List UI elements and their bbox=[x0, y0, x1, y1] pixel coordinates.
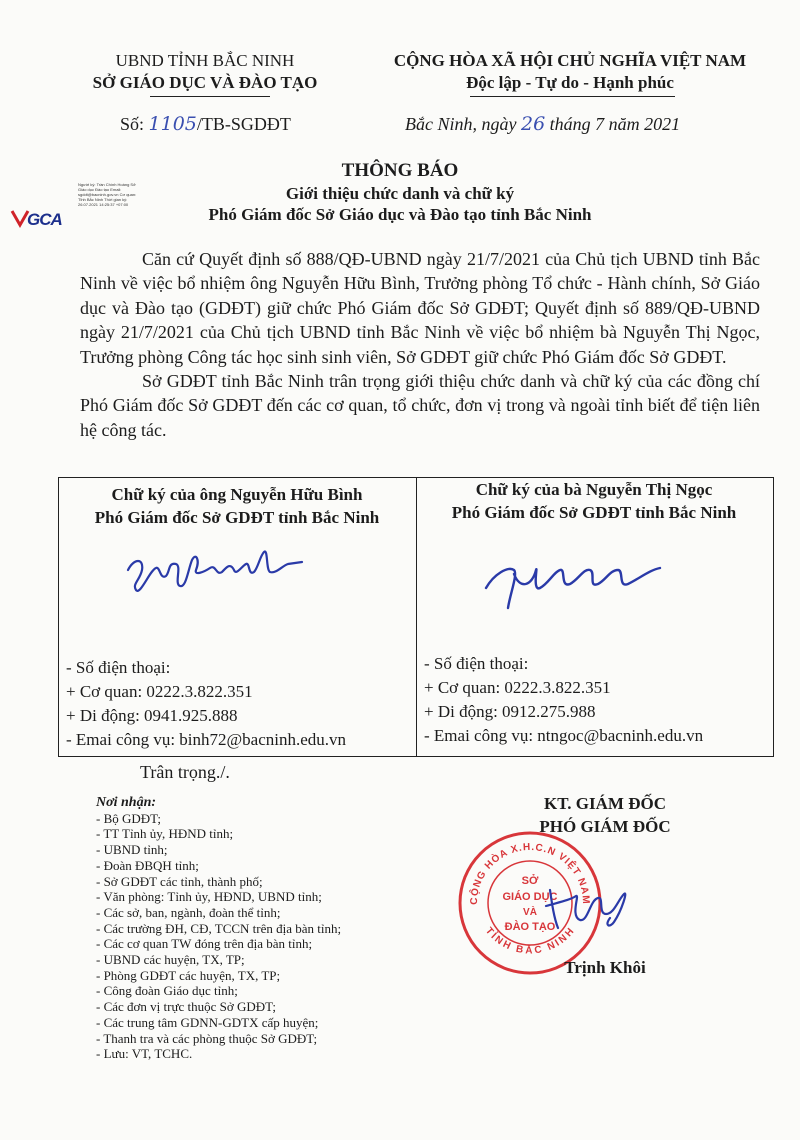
recipient-item: - UBND các huyện, TX, TP; bbox=[96, 952, 245, 968]
signature-cell-left bbox=[58, 483, 416, 529]
recipient-item: - Phòng GDĐT các huyện, TX, TP; bbox=[96, 967, 281, 983]
sig-left-phone-label: - Số điện thoại: bbox=[66, 658, 171, 677]
document-date bbox=[405, 113, 680, 135]
doc-number-suffix: /TB-SGDĐT bbox=[196, 114, 291, 134]
title-line2: Giới thiệu chức danh và chữ ký bbox=[285, 184, 515, 203]
recipients-label: Nơi nhận: bbox=[96, 795, 157, 810]
sig-left-head1: Chữ ký của ông Nguyễn Hữu Bình bbox=[111, 485, 363, 504]
seal-ring-top: CỘNG HÒA X.H.C.N VIỆT NAM bbox=[468, 841, 592, 905]
org-line1: UBND TỈNH BẮC NINH bbox=[115, 51, 295, 70]
sig-right-phone-label: - Số điện thoại: bbox=[424, 654, 529, 673]
recipient-item: - Các cơ quan TW đóng trên địa bàn tỉnh; bbox=[96, 936, 313, 952]
digital-signature-info: Người ký: Trần Chính Hoàng Sở Giáo dục Đào tạo Email: sgddt@bacninh.gov.vn Cơ quan: Tỉnh Bắc Ninh Thời gian ký: 26.07.2021 14:25:37 +07:00 bbox=[78, 182, 137, 207]
recipient-item: - Bộ GDĐT; bbox=[96, 810, 161, 826]
sig-right-head1: Chữ ký của bà Nguyễn Thị Ngọc bbox=[475, 480, 713, 499]
recipient-item: - Các sở, ban, ngành, đoàn thể tỉnh; bbox=[96, 904, 281, 920]
vgca-logo-mark bbox=[10, 205, 72, 231]
sig-right-office: + Cơ quan: 0222.3.822.351 bbox=[424, 678, 611, 697]
recipient-item: - Sở GDĐT các tỉnh, thành phố; bbox=[96, 873, 263, 889]
vgca-logo bbox=[10, 205, 72, 237]
closing-text: Trân trọng./. bbox=[140, 762, 230, 782]
title-line3: Phó Giám đốc Sở Giáo dục và Đào tạo tỉnh Bắc Ninh bbox=[208, 205, 592, 224]
recipient-item: - Thanh tra và các phòng thuộc Sở GDĐT; bbox=[96, 1030, 318, 1046]
recipient-item: - Đoàn ĐBQH tỉnh; bbox=[96, 857, 199, 873]
sig-left-mobile: + Di động: 0941.925.888 bbox=[66, 706, 238, 725]
sig-right-mobile: + Di động: 0912.275.988 bbox=[424, 702, 596, 721]
signer-title-line2: PHÓ GIÁM ĐỐC bbox=[539, 817, 671, 836]
signature-trinh-khoi bbox=[540, 870, 640, 940]
signature-binh bbox=[120, 540, 310, 600]
org-line2: SỞ GIÁO DỤC VÀ ĐÀO TẠO bbox=[92, 73, 318, 92]
seal-center-3: VÀ bbox=[523, 907, 537, 918]
sig-left-email: - Emai công vụ: binh72@bacninh.edu.vn bbox=[66, 730, 347, 749]
national-title bbox=[360, 50, 780, 94]
recipient-item: - Lưu: VT, TCHC. bbox=[96, 1046, 193, 1062]
signature-cell-right bbox=[416, 478, 772, 524]
nation-line1: CỘNG HÒA XÃ HỘI CHỦ NGHĨA VIỆT NAM bbox=[393, 51, 747, 70]
svg-text:GCA: GCA bbox=[27, 210, 62, 229]
recipient-item: - Văn phòng: Tỉnh ủy, HĐND, UBND tỉnh; bbox=[96, 889, 322, 905]
recipient-item: - Các đơn vị trực thuộc Sở GDĐT; bbox=[96, 999, 277, 1015]
doc-number-handwritten: 1105 bbox=[148, 113, 197, 135]
document-number bbox=[120, 113, 291, 135]
nation-line2: Độc lập - Tự do - Hạnh phúc bbox=[466, 73, 674, 92]
sig-right-head2: Phó Giám đốc Sở GDĐT tỉnh Bắc Ninh bbox=[451, 503, 737, 522]
recipient-item: - TT Tỉnh ủy, HĐND tỉnh; bbox=[96, 826, 234, 842]
sig-right-email: - Emai công vụ: ntngoc@bacninh.edu.vn bbox=[424, 726, 704, 745]
seal-center-1: SỞ bbox=[521, 875, 539, 887]
sig-left-contact bbox=[66, 656, 346, 752]
notice-body bbox=[80, 247, 760, 442]
date-day-handwritten: 26 bbox=[520, 113, 546, 135]
body-paragraph-1: Căn cứ Quyết định số 888/QĐ-UBND ngày 21/7/2021 của Chủ tịch UBND tỉnh Bắc Ninh về việc bổ nhiệm ông Nguyễn Hữu Bình, Trưởng phòng Tổ chức - Hành chính, Sở Giáo dục và Đào tạo (GDĐT) giữ chức Phó Giám đốc Sở GDĐT; Quyết định số 889/QĐ-UBND ngày 21/7/2021 của Chủ tịch UBND tỉnh Bắc Ninh về việc bổ nhiệm bà Nguyễn Thị Ngọc, Trưởng phòng Công tác học sinh sinh viên, Sở GDĐT giữ chức Phó Giám đốc Sở GDĐT. bbox=[80, 249, 760, 367]
title-block bbox=[150, 160, 650, 225]
recipient-item: - UBND tỉnh; bbox=[96, 842, 168, 858]
seal-ring-bottom: TỈNH BẮC NINH bbox=[482, 925, 577, 957]
signer-name: Trịnh Khôi bbox=[564, 958, 646, 977]
document-title: THÔNG BÁO bbox=[341, 160, 459, 181]
recipients-list bbox=[96, 795, 476, 1062]
seal-center-4: ĐÀO TẠO bbox=[504, 921, 556, 933]
sig-right-contact bbox=[424, 652, 703, 748]
sig-left-office: + Cơ quan: 0222.3.822.351 bbox=[66, 682, 253, 701]
date-suffix: tháng 7 năm 2021 bbox=[545, 114, 681, 134]
doc-number-prefix: Số: bbox=[120, 114, 149, 134]
header-rule-right bbox=[470, 96, 675, 97]
issuing-authority bbox=[55, 50, 355, 94]
signature-ngoc bbox=[480, 548, 670, 618]
recipient-item: - Các trung tâm GDNN-GDTX cấp huyện; bbox=[96, 1014, 319, 1030]
header-rule-left bbox=[150, 96, 270, 97]
recipient-item: - Công đoàn Giáo dục tỉnh; bbox=[96, 983, 238, 999]
signer-title-line1: KT. GIÁM ĐỐC bbox=[544, 794, 666, 813]
body-paragraph-2: Sở GDĐT tỉnh Bắc Ninh trân trọng giới thiệu chức danh và chữ ký của các đồng chí Phó Giám đốc Sở GDĐT đến các cơ quan, tổ chức, đơn vị trong và ngoài tỉnh biết để tiện liên hệ công tác. bbox=[80, 371, 760, 440]
recipient-item: - Các trường ĐH, CĐ, TCCN trên địa bàn tỉnh; bbox=[96, 920, 342, 936]
sig-left-head2: Phó Giám đốc Sở GDĐT tỉnh Bắc Ninh bbox=[94, 508, 380, 527]
date-prefix: Bắc Ninh, ngày bbox=[405, 114, 521, 134]
seal-center-2: GIÁO DỤC bbox=[502, 891, 558, 903]
